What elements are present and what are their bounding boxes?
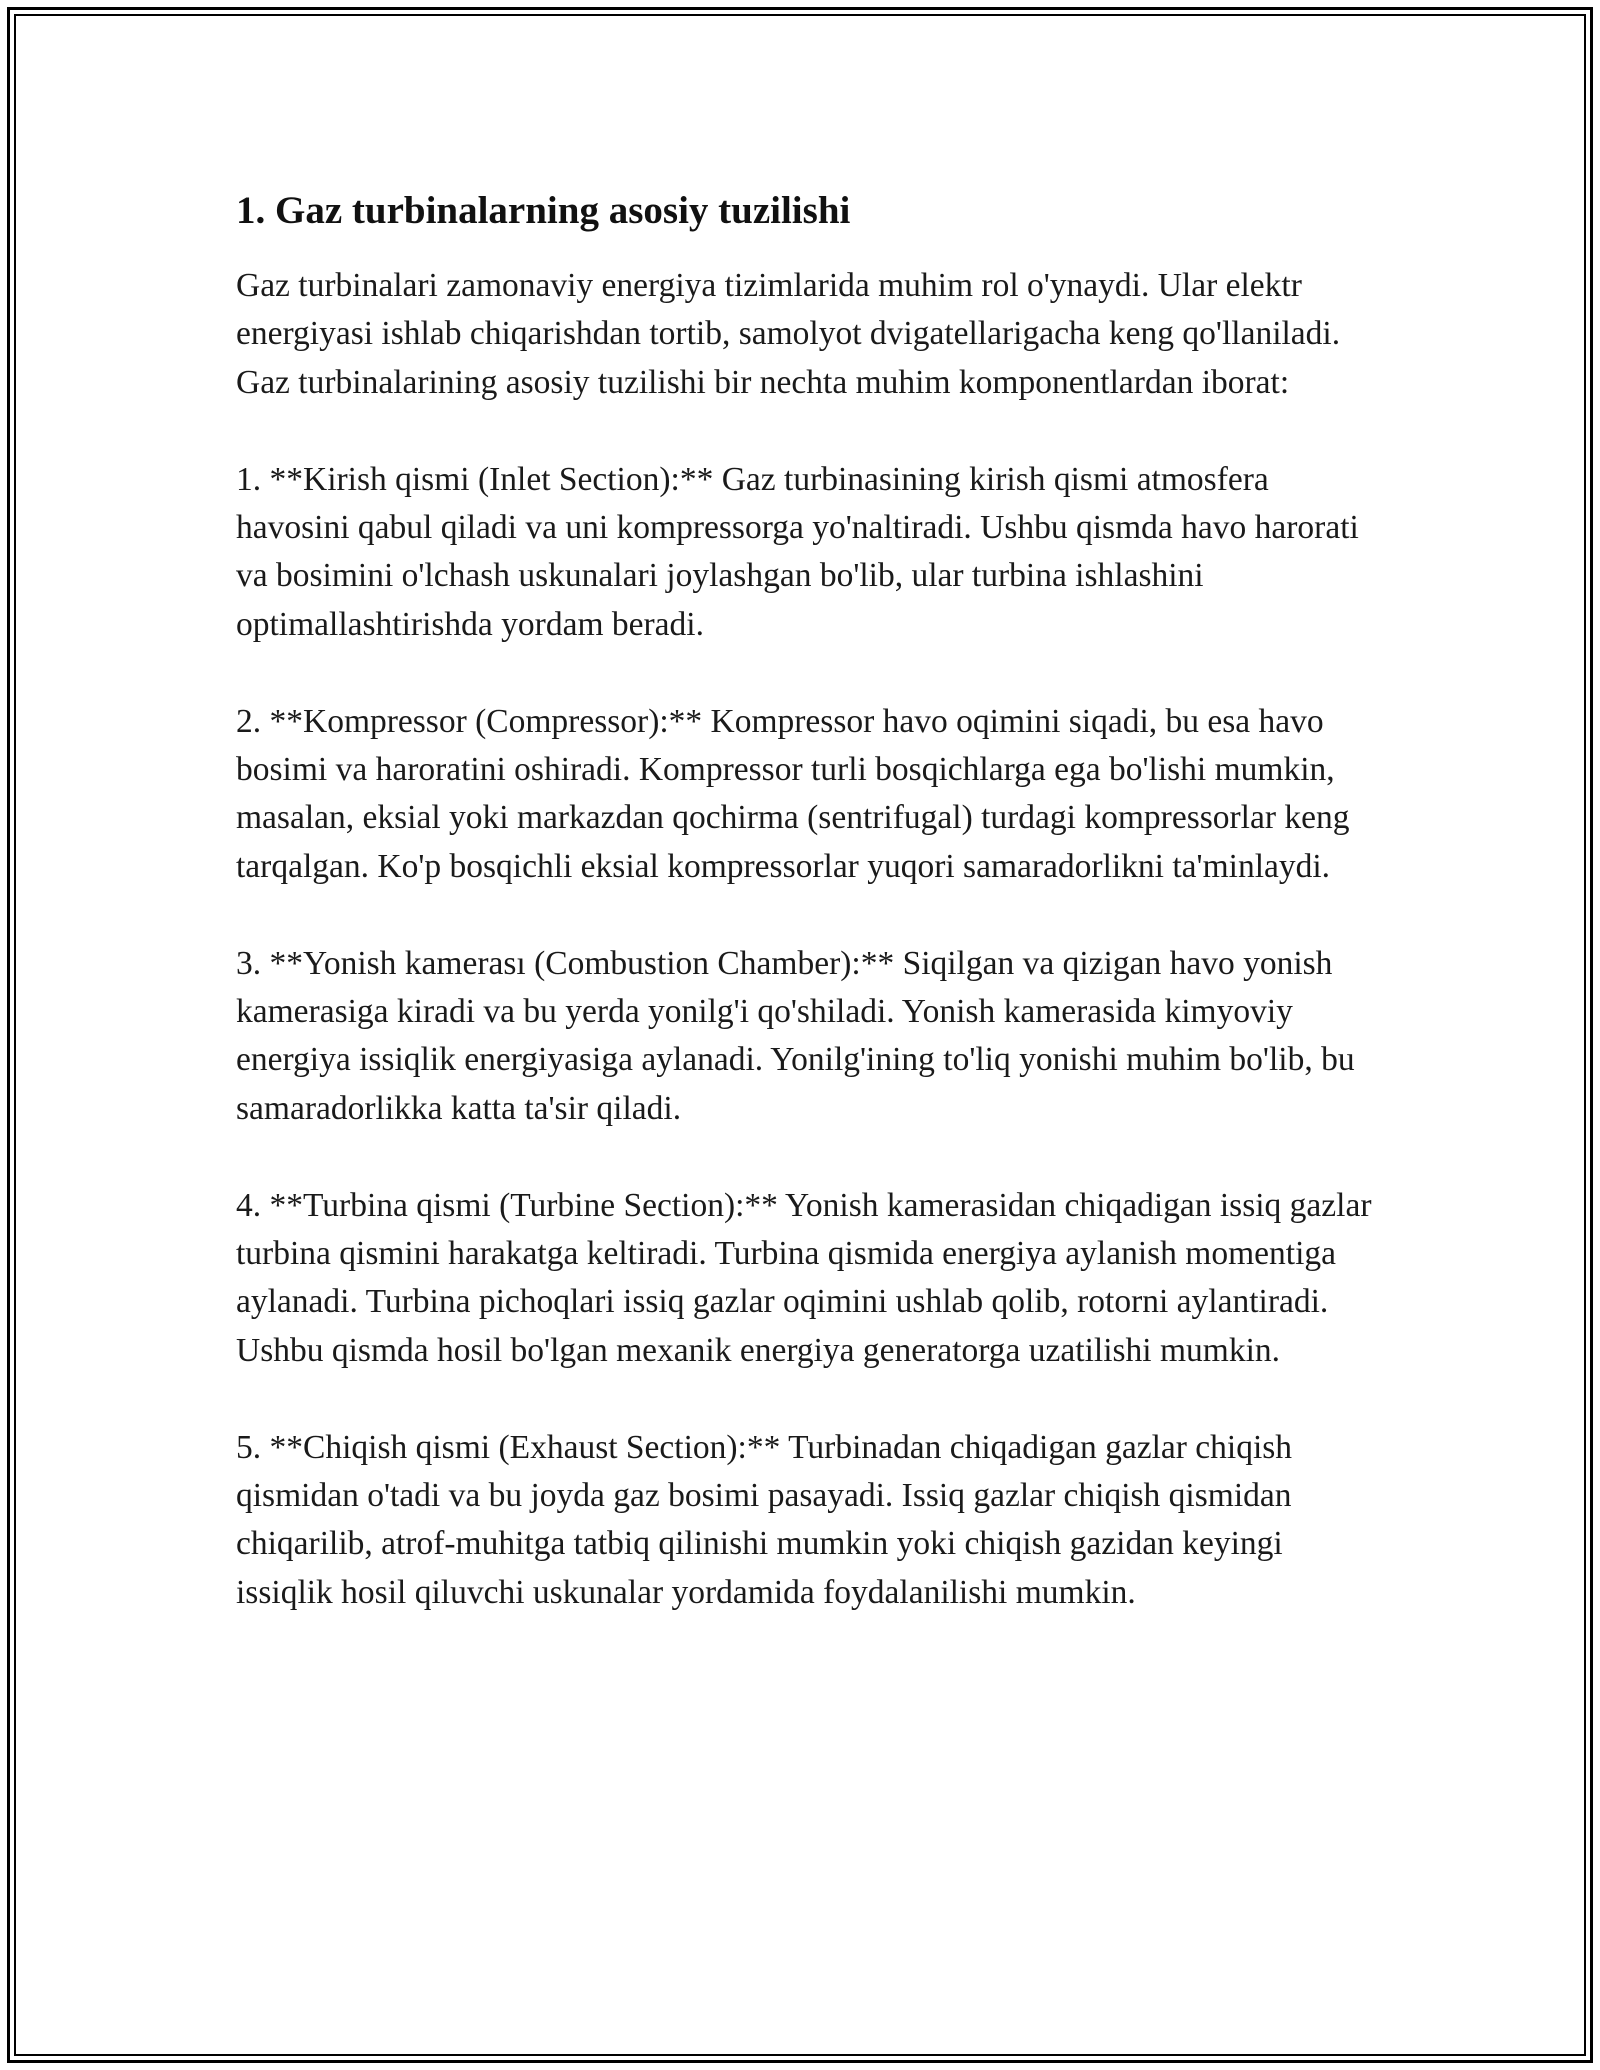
section-title: 1. Gaz turbinalarning asosiy tuzilishi <box>236 189 851 232</box>
paragraph-compressor: 2. **Kompressor (Compressor):** Kompressor havo oqimini siqadi, bu esa havo bosimi va haroratini oshiradi. Kompressor turli bosqichlarga ega bo'lishi mumkin, masalan, eksial yoki markazdan qochirma (sentrifugal) turdagi kompressorlar keng tarqalgan. Ko'p bosqichli eksial kompressorlar yuqori samaradorlikni ta'minlaydi. <box>236 702 1350 885</box>
paragraph-turbine-section: 4. **Turbina qismi (Turbine Section):** Yonish kamerasidan chiqadigan issiq gazlar turbina qismini harakatga keltiradi. Turbina qismida energiya aylanish momentiga aylanadi. Turbina pichoqlari issiq gazlar oqimini ushlab qolib, rotorni aylantiradi. Ushbu qismda hosil bo'lgan mexanik energiya generatorga uzatilishi mumkin. <box>236 1186 1372 1369</box>
paragraph-exhaust-section: 5. **Chiqish qismi (Exhaust Section):** Turbinadan chiqadigan gazlar chiqish qismidan o'tadi va bu joyda gaz bosimi pasayadi. Issiq gazlar chiqish qismidan chiqarilib, atrof-muhitga tatbiq qilinishi mumkin yoki chiqish gazidan keyingi issiqlik hosil qiluvchi uskunalar yordamida foydalanilishi mumkin. <box>236 1428 1293 1611</box>
document-body <box>236 186 1376 1666</box>
paragraph-inlet-section: 1. **Kirish qismi (Inlet Section):** Gaz turbinasining kirish qismi atmosfera havosini qabul qiladi va uni kompressorga yo'naltiradi. Ushbu qismda havo harorati va bosimini o'lchash uskunalari joylashgan bo'lib, ular turbina ishlashini optimallashtirishda yordam beradi. <box>236 460 1359 643</box>
paragraph-combustion-chamber: 3. **Yonish kamerası (Combustion Chamber):** Siqilgan va qizigan havo yonish kamerasiga kiradi va bu yerda yonilg'i qo'shiladi. Yonish kamerasida kimyoviy energiya issiqlik energiyasiga aylanadi. Yonilg'ining to'liq yonishi muhim bo'lib, bu samaradorlikka katta ta'sir qiladi. <box>236 944 1355 1127</box>
intro-paragraph: Gaz turbinalari zamonaviy energiya tizimlarida muhim rol o'ynaydi. Ular elektr energiyasi ishlab chiqarishdan tortib, samolyot dvigatellarigacha keng qo'llaniladi. Gaz turbinalarining asosiy tuzilishi bir nechta muhim komponentlardan iborat: <box>236 267 1341 401</box>
